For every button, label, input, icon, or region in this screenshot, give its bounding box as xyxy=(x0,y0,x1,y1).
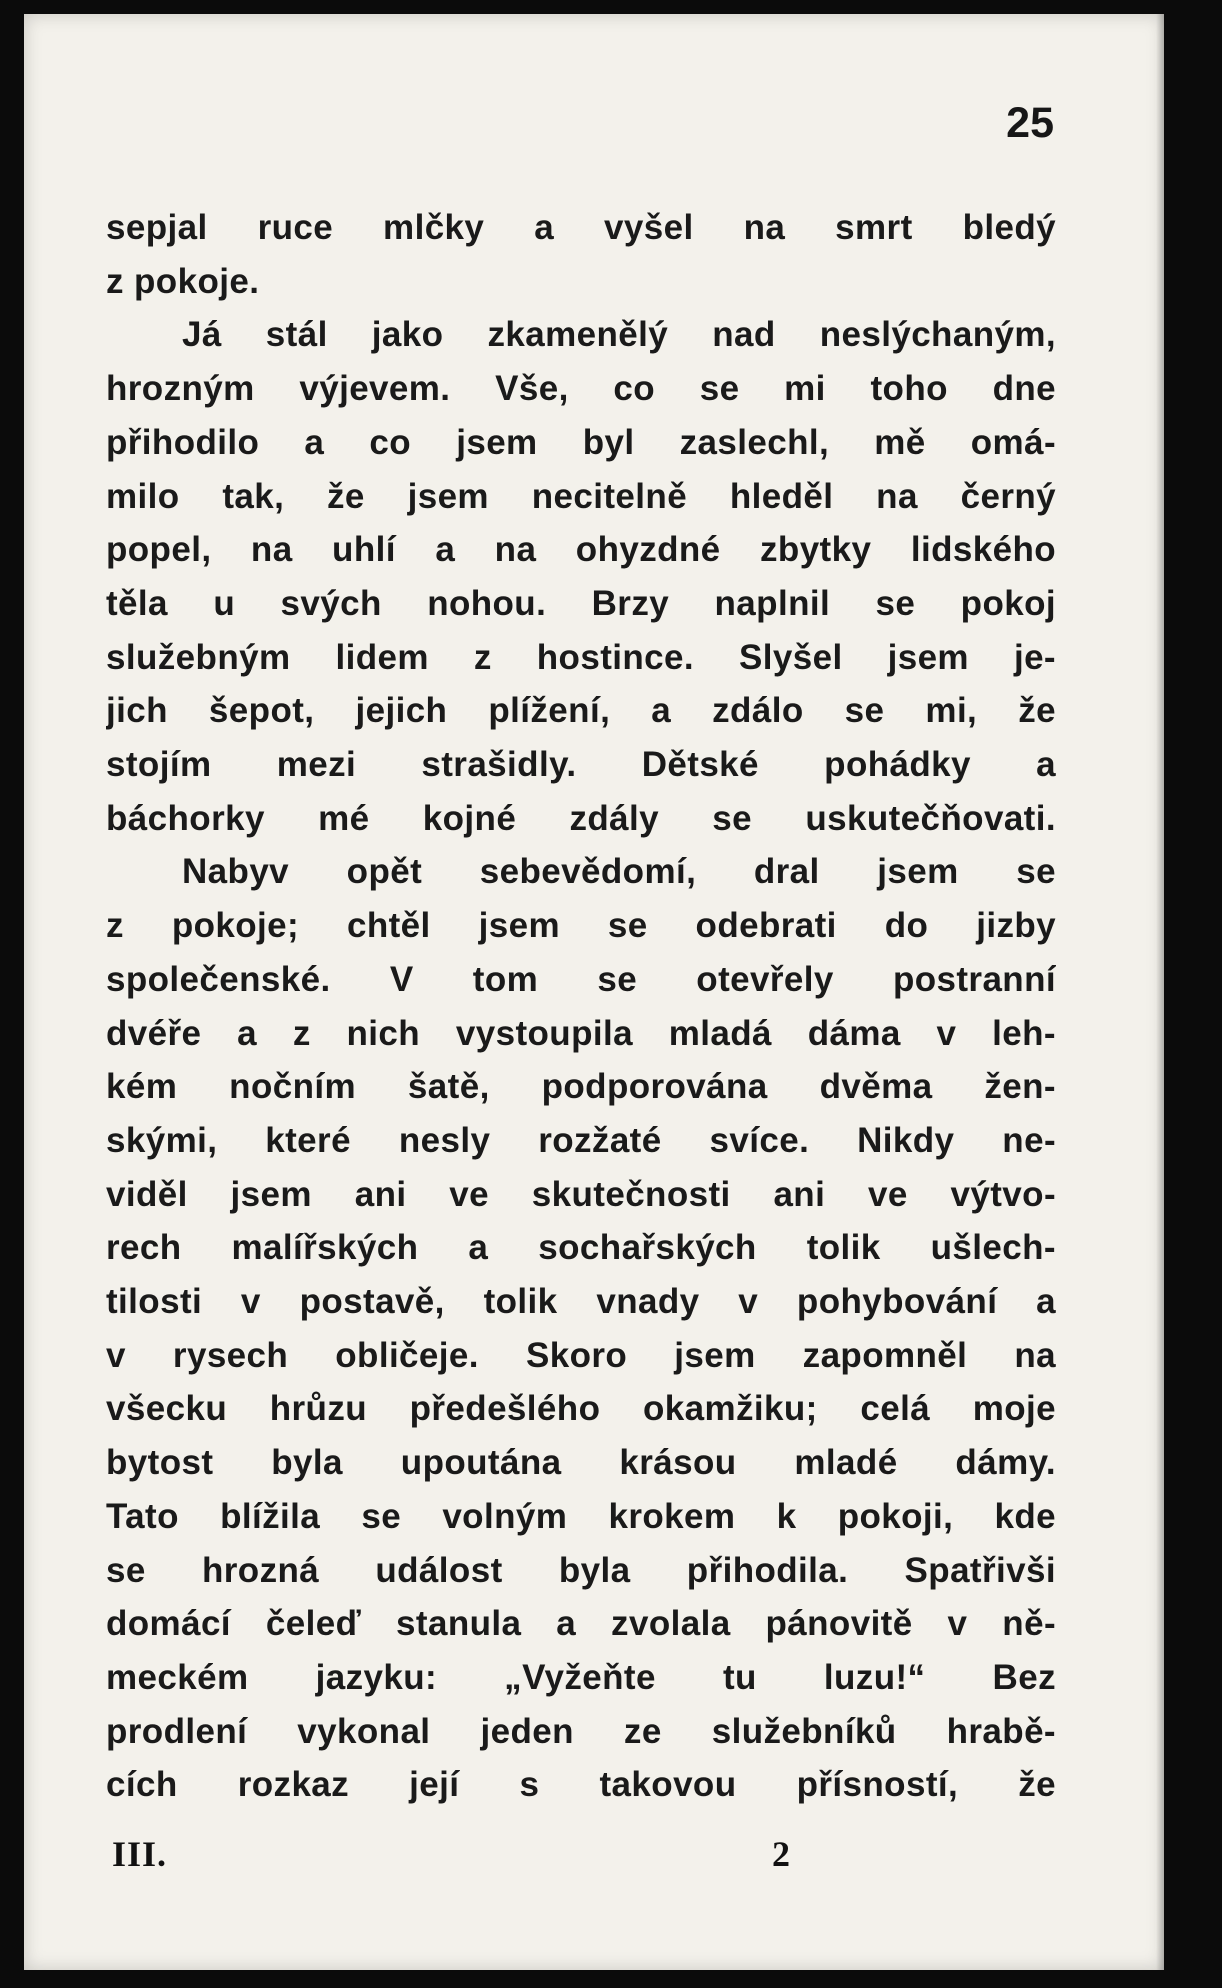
text-line: domácí čeleď stanula a zvolala pánovitě v ně- xyxy=(106,1604,1056,1644)
signature-mark: III. xyxy=(112,1834,168,1874)
sheet-number: 2 xyxy=(772,1834,790,1874)
text-line: prodlení vykonal jeden ze služebníků hrabě- xyxy=(106,1711,1056,1751)
text-line: z pokoje; chtěl jsem se odebrati do jizby xyxy=(106,906,1056,946)
text-line: stojím mezi strašidly. Dětské pohádky a xyxy=(106,745,1056,785)
text-line: kém nočním šatě, podporována dvěma žen- xyxy=(106,1067,1056,1107)
page-footer xyxy=(112,1836,852,1886)
text-line: milo tak, že jsem necitelně hleděl na černý xyxy=(106,476,1056,516)
text-line: Já stál jako zkamenělý nad neslýchaným, xyxy=(182,315,1056,355)
text-line: tilosti v postavě, tolik vnady v pohybování a xyxy=(106,1282,1056,1322)
text-line: Nabyv opět sebevědomí, dral jsem se xyxy=(182,852,1056,892)
text-line: rech malířských a sochařských tolik ušlech- xyxy=(106,1228,1056,1268)
text-line: z pokoje. xyxy=(106,261,260,301)
text-line: báchorky mé kojné zdály se uskutečňovati. xyxy=(106,798,1056,838)
text-line: služebným lidem z hostince. Slyšel jsem je- xyxy=(106,637,1056,677)
text-line: hrozným výjevem. Vše, co se mi toho dne xyxy=(106,369,1056,409)
text-line: těla u svých nohou. Brzy naplnil se pokoj xyxy=(106,583,1056,623)
text-line: popel, na uhlí a na ohyzdné zbytky lidského xyxy=(106,530,1056,570)
book-page xyxy=(24,14,1164,1970)
text-line: meckém jazyku: „Vyžeňte tu luzu!“ Bez xyxy=(106,1657,1056,1697)
text-line: všecku hrůzu předešlého okamžiku; celá moje xyxy=(106,1389,1056,1429)
text-line: bytost byla upoutána krásou mladé dámy. xyxy=(106,1443,1056,1483)
text-line: sepjal ruce mlčky a vyšel na smrt bledý xyxy=(106,208,1056,247)
text-line: Tato blížila se volným krokem k pokoji, kde xyxy=(106,1496,1056,1536)
text-line: cích rozkaz její s takovou přísností, že xyxy=(106,1765,1056,1805)
text-line: jich šepot, jejich plížení, a zdálo se mi, že xyxy=(106,691,1056,731)
text-line: dvéře a z nich vystoupila mladá dáma v leh- xyxy=(106,1013,1056,1053)
text-line: se hrozná událost byla přihodila. Spatřivši xyxy=(106,1550,1056,1590)
text-line: společenské. V tom se otevřely postranní xyxy=(106,959,1056,999)
text-line: v rysech obličeje. Skoro jsem zapomněl na xyxy=(106,1335,1056,1375)
text-line: skými, které nesly rozžaté svíce. Nikdy ne- xyxy=(106,1120,1056,1160)
body-text xyxy=(106,201,1056,1812)
text-line: přihodilo a co jsem byl zaslechl, mě omá- xyxy=(106,422,1056,462)
text-line: viděl jsem ani ve skutečnosti ani ve výtvo- xyxy=(106,1174,1056,1214)
page-number: 25 xyxy=(1006,99,1054,147)
